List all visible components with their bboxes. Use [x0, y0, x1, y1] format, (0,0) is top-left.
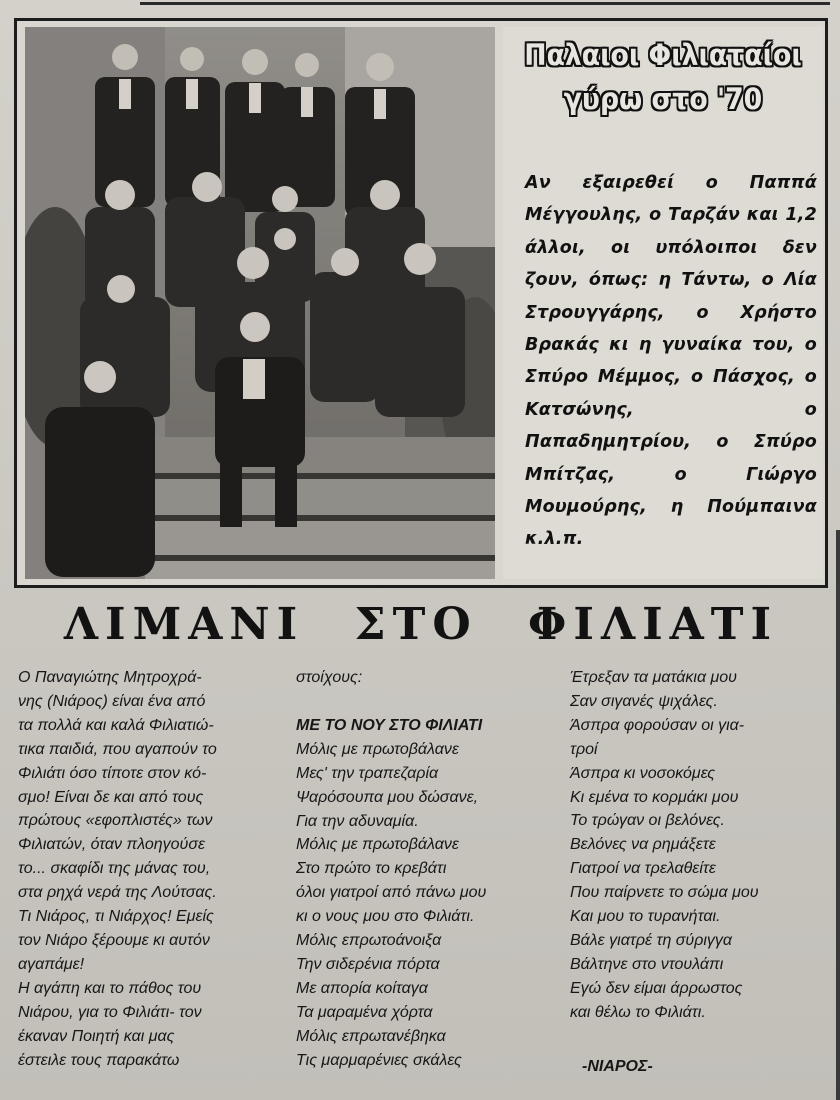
poem-line: Και μου το τυρανήται. — [570, 908, 721, 926]
poem-line: Βελόνες να ρημάξετε — [570, 836, 716, 854]
article-intro-line: Ο Παναγιώτης Μητροχρά- — [18, 669, 202, 686]
poem-line: Που παίρνετε το σώμα μου — [570, 884, 759, 902]
poem-line: Μόλις επρωτοάνοιξα — [296, 932, 442, 950]
poem-line: και θέλω το Φιλιάτι. — [570, 1003, 706, 1021]
column-2-lead: στοίχους: — [296, 669, 363, 686]
poem-line: Μόλις με πρωτοβάλανε — [296, 740, 459, 758]
article-intro-line: τικα παιδιά, που αγαπούν το — [18, 740, 217, 758]
poem-line: κι ο νους μου στο Φιλιάτι. — [296, 908, 475, 926]
author-signature: -ΝΙΑΡΟΣ- — [582, 1058, 653, 1075]
poem-line: Βάλε γιατρέ τη σύριγγα — [570, 931, 733, 949]
poem-line: Μόλις με πρωτοβάλανε — [296, 836, 459, 854]
poem-line: Σαν σιγανές ψιχάλες. — [570, 692, 718, 710]
poem-line: Τις μαρμαρένιες σκάλες — [296, 1051, 462, 1069]
poem-line: Άσπρα φορούσαν οι για- — [570, 716, 745, 734]
article-intro-line: σμο! Είναι δε και από τους — [18, 788, 204, 806]
article-intro-line: έστειλε τους παρακάτω — [18, 1051, 180, 1069]
poem-line: Εγώ δεν είμαι άρρωστος — [570, 979, 743, 997]
article-intro-line: έκαναν Ποιητή και μας — [18, 1027, 175, 1045]
poem-line: Γιατροί να τρελαθείτε — [570, 860, 716, 878]
poem-part-1 — [296, 738, 546, 1073]
article-column-1 — [18, 666, 274, 1072]
top-rule — [140, 2, 830, 5]
poem-line: Με απορία κοίταγα — [296, 979, 428, 997]
article-intro-line: το... σκαφίδι της μάνας του, — [18, 860, 211, 878]
article-intro-line: στα ρηχά νερά της Λούτσας. — [18, 884, 217, 902]
article-intro-line: νης (Νιάρος) είναι ένα από — [18, 692, 206, 710]
poem-title: ΜΕ ΤΟ ΝΟΥ ΣΤΟ ΦΙΛΙΑΤΙ — [296, 716, 483, 734]
poem-part-2 — [570, 666, 832, 1025]
poem-line: Τα μαραμένα χόρτα — [296, 1003, 433, 1021]
poem-line: Μόλις επρωτανέβηκα — [296, 1027, 446, 1045]
article-column-3 — [570, 666, 832, 1025]
poem-line: Για την αδυναμία. — [296, 812, 419, 830]
caption-title-line1: Παλαιοι Φιλιαταίοι — [524, 38, 802, 72]
article-intro-line: Φιλιατών, όταν πλοηγούσε — [18, 836, 206, 854]
article-intro-line: Νιάρου, για το Φιλιάτι- τον — [18, 1003, 202, 1021]
article-intro-line: Φιλιάτι όσο τίποτε στον κό- — [18, 764, 207, 782]
caption-body: Αν εξαιρεθεί ο Παππά Μέγγουλης, ο Ταρζάν και 1,2 άλλοι, οι υπόλοιποι δεν ζουν, όπως: η Τάντω, ο Λία Στρουγγάρης, ο Χρήστο Βρακάς κι η γυναίκα του, ο Σπύρο Μέμμος, ο Πάσχος, ο Κατσώνης, ο Παπαδημητρίου, ο Σπύρο Μπίτζας, ο Γιώργο Μουμούρης, η Πούμπαινα κ.λ.π. — [525, 173, 817, 550]
poem-line: Μες' την τραπεζαρία — [296, 764, 439, 782]
group-photo-illustration — [25, 27, 495, 579]
article-intro-line: Τι Νιάρος, τι Νιάρχος! Εμείς — [18, 908, 214, 926]
poem-line: Έτρεξαν τα ματάκια μου — [570, 669, 737, 686]
article-intro-line: τον Νιάρο ξέρουμε κι αυτόν — [18, 931, 210, 949]
article-intro-line: Η αγάπη και το πάθος του — [18, 979, 202, 997]
article-intro-line: πρώτους «εφοπλιστές» των — [18, 812, 213, 830]
photo-feature-box — [14, 18, 828, 588]
poem-line: Την σιδερένια πόρτα — [296, 955, 440, 973]
article-column-2 — [296, 666, 546, 1073]
poem-line: Κι εμένα το κορμάκι μου — [570, 788, 739, 806]
photo-caption-panel — [503, 27, 823, 579]
article-intro-line: αγαπάμε! — [18, 955, 85, 973]
poem-line: Στο πρώτο το κρεβάτι — [296, 860, 447, 878]
article-headline: ΛΙΜΑΝΙ ΣΤΟ ΦΙΛΙΑΤΙ — [63, 599, 779, 650]
poem-line: Βάλτηνε στο ντουλάπι — [570, 955, 724, 973]
poem-line: Το τρώγαν οι βελόνες. — [570, 812, 725, 830]
article-intro-line: τα πολλά και καλά Φιλιατιώ- — [18, 716, 214, 734]
poem-line: Άσπρα κι νοσοκόμες — [570, 764, 716, 782]
caption-title-line2: γύρω στο '70 — [563, 82, 763, 116]
poem-line: Ψαρόσουπα μου δώσανε, — [296, 788, 479, 806]
right-column-rule — [836, 530, 840, 1100]
poem-line: όλοι γιατροί από πάνω μου — [296, 884, 487, 902]
poem-line: τροί — [570, 740, 598, 758]
group-photograph — [25, 27, 495, 579]
